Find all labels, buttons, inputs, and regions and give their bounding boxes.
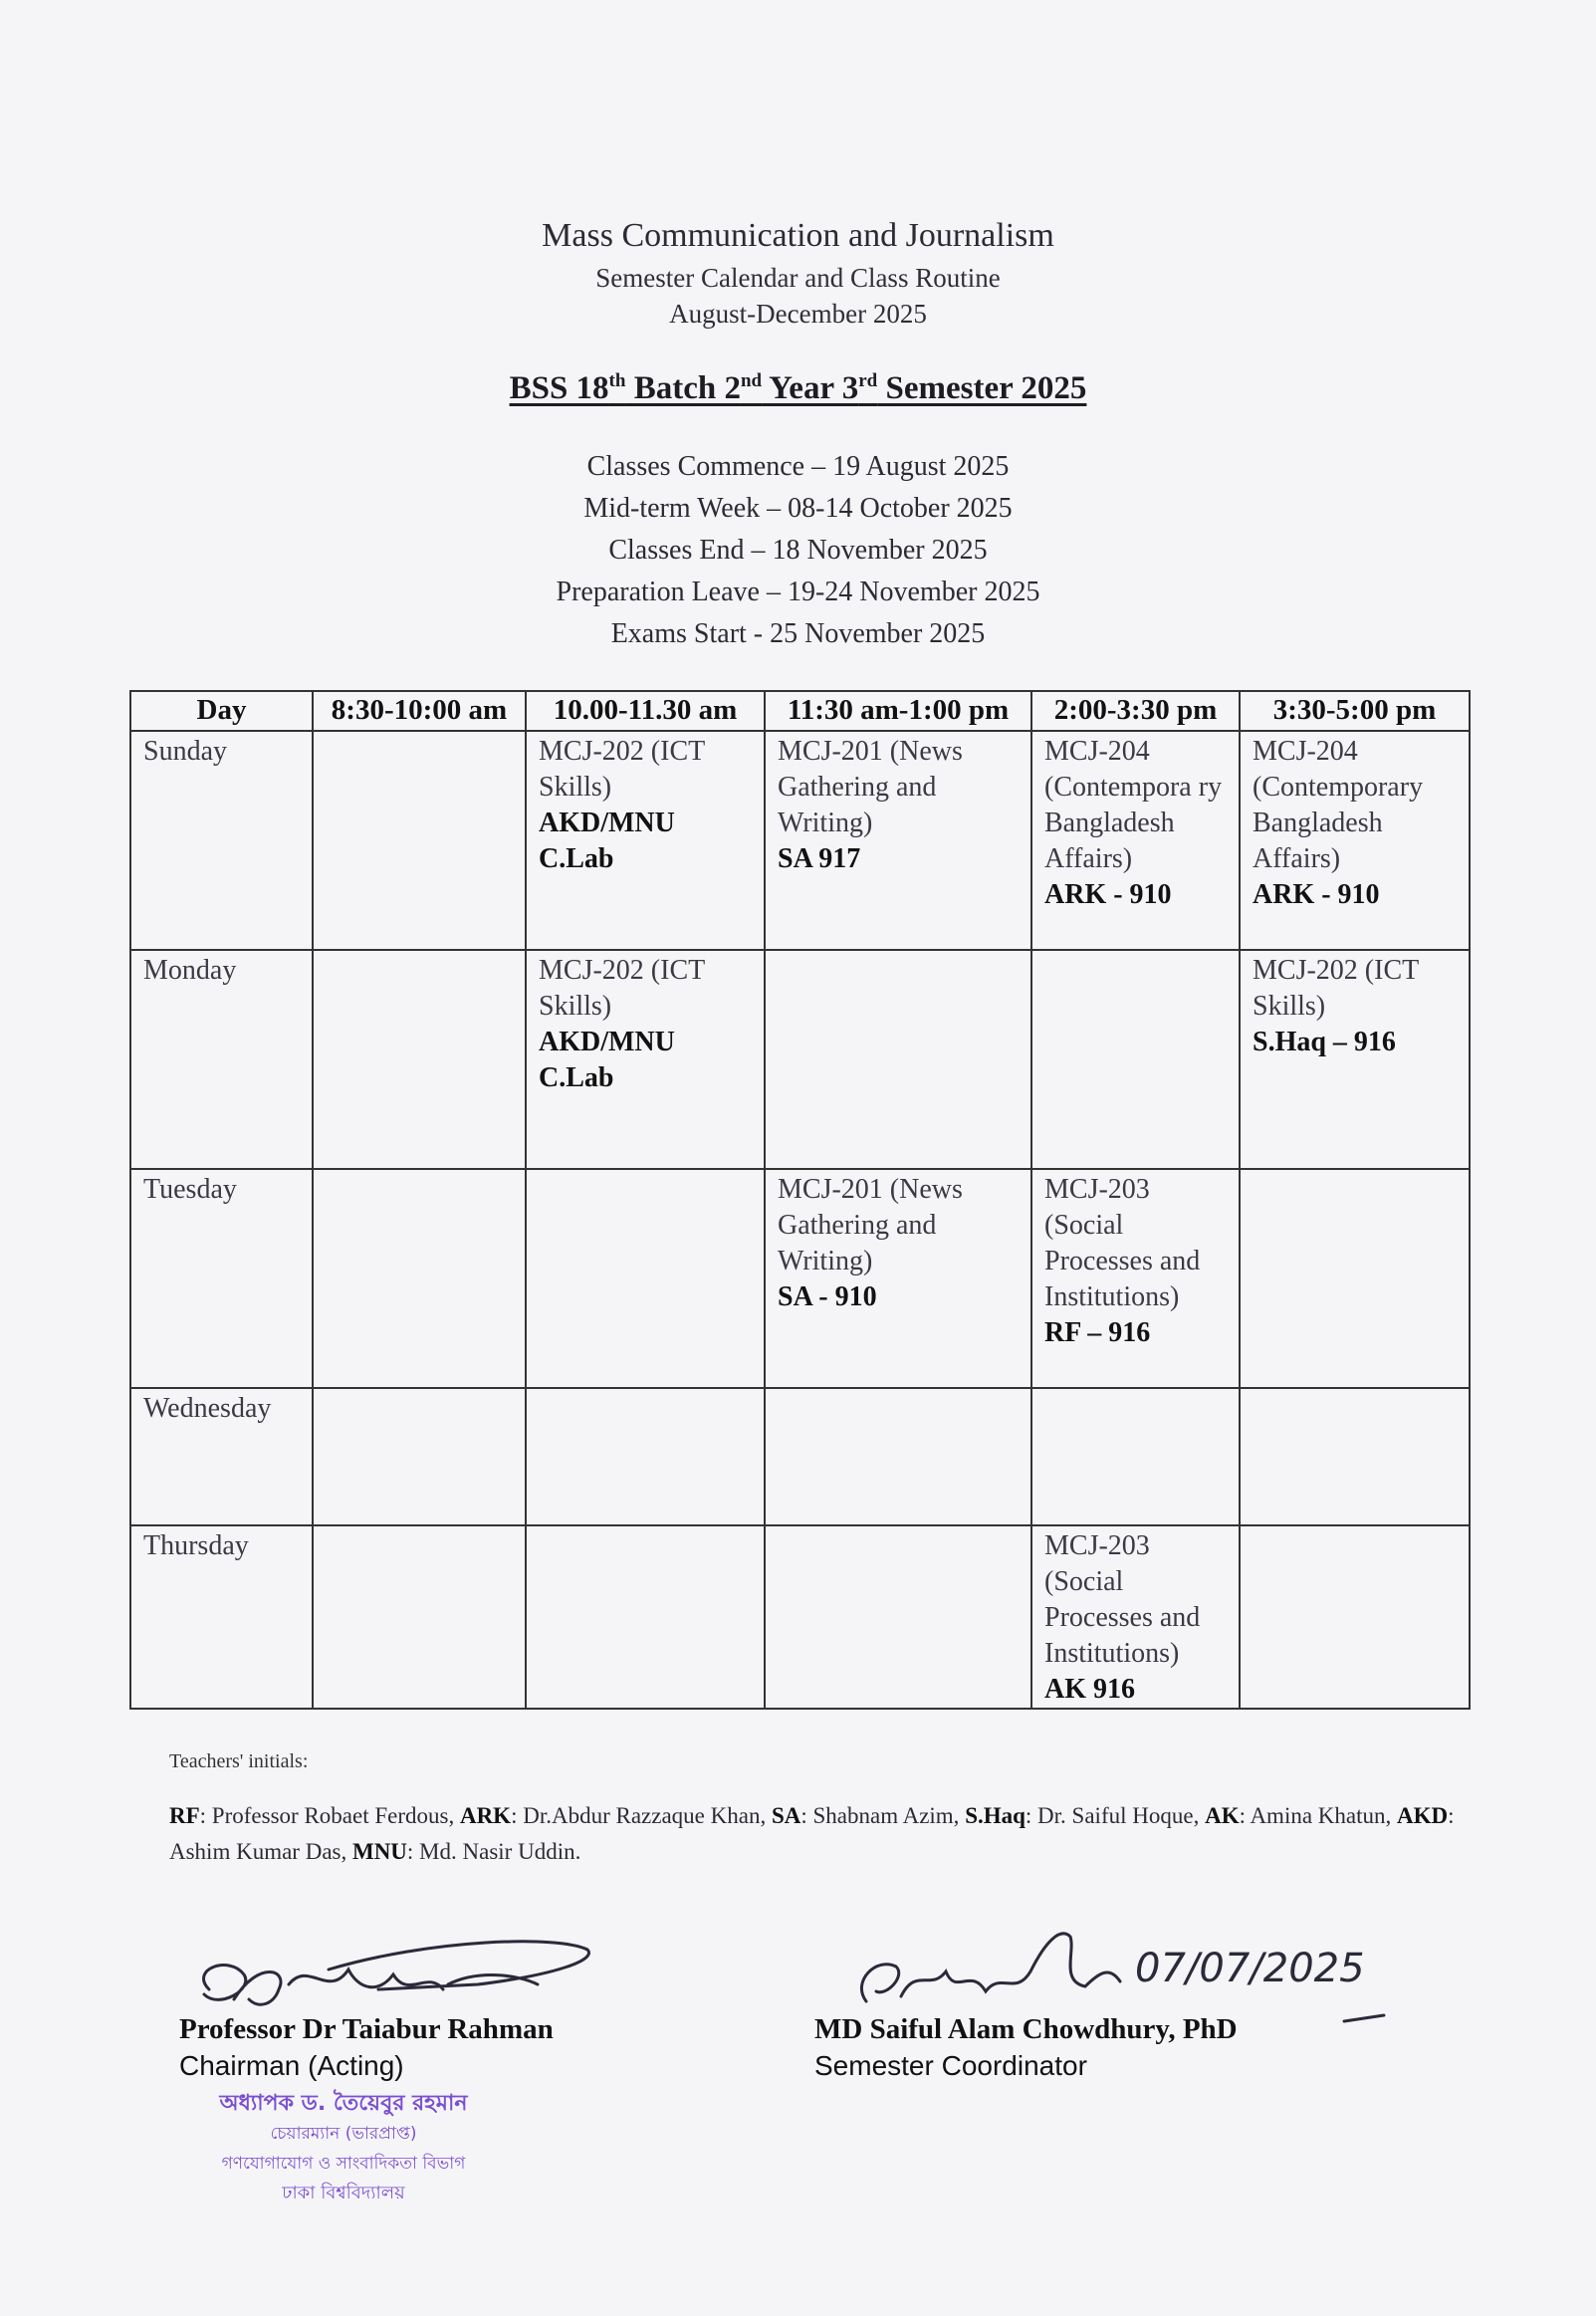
slot-cell: MCJ-204 (Contemporary Bangladesh Affairs) ARK - 910 [1240, 731, 1470, 950]
table-row [130, 1388, 1470, 1525]
coordinator-role: Semester Coordinator [814, 2050, 1087, 2081]
day-cell: Thursday [130, 1525, 313, 1709]
slot-cell [765, 1525, 1031, 1709]
slot-cell [765, 1388, 1031, 1525]
table-row [130, 1169, 1470, 1388]
header-day: Day [130, 691, 313, 731]
slot-cell: MCJ-202 (ICT Skills) AKD/MNU C.Lab [526, 950, 765, 1169]
slot-cell [765, 950, 1031, 1169]
slot-cell [1240, 1169, 1470, 1388]
date-exams-start: Exams Start - 25 November 2025 [610, 618, 986, 649]
slot-cell: MCJ-201 (News Gathering and Writing) SA - 910 [765, 1169, 1031, 1388]
slot-cell: MCJ-203 (Social Processes and Institutions) AK 916 [1031, 1525, 1240, 1709]
slot-cell [1031, 950, 1240, 1169]
batch-title: BSS 18th Batch 2nd Year 3rd Semester 2025 [509, 370, 1087, 406]
coordinator-name: MD Saiful Alam Chowdhury, PhD [814, 2013, 1238, 2045]
day-cell: Tuesday [130, 1169, 313, 1388]
slot-cell [313, 950, 526, 1169]
date-classes-end: Classes End – 18 November 2025 [608, 535, 988, 566]
svg-text:07/07/2025: 07/07/2025 [1135, 1946, 1365, 1991]
slot-cell: MCJ-204 (Contempora ry Bangladesh Affairs) ARK - 910 [1031, 731, 1240, 950]
slot-cell [313, 1388, 526, 1525]
class-routine-table [129, 690, 1471, 1710]
slot-cell [526, 1388, 765, 1525]
coordinator-signature-block [814, 2013, 1238, 2082]
slot-cell: MCJ-201 (News Gathering and Writing) SA 917 [765, 731, 1031, 950]
day-cell: Sunday [130, 731, 313, 950]
day-cell: Monday [130, 950, 313, 1169]
chairman-signature-block [179, 2013, 554, 2082]
slot-cell [526, 1525, 765, 1709]
key-dates [0, 446, 1596, 655]
teachers-legend: RF: Professor Robaet Ferdous, ARK: Dr.Abdur Razzaque Khan, SA: Shabnam Azim, S.Haq: Dr. Saiful Hoque, AK: Amina Khatun, AKD: Ashim Kumar Das, MNU: Md. Nasir Uddin. [169, 1803, 1455, 1864]
department-title: Mass Communication and Journalism [542, 217, 1054, 254]
table-row [130, 950, 1470, 1169]
slot-cell [1240, 1388, 1470, 1525]
header-slot-3: 11:30 am-1:00 pm [765, 691, 1031, 731]
day-cell: Wednesday [130, 1388, 313, 1525]
semester-period: August-December 2025 [669, 299, 927, 329]
chairman-stamp: অধ্যাপক ড. তৈয়েবুর রহমান চেয়ারম্যান (ভারপ্রাপ্ত) গণযোগাযোগ ও সাংবাদিকতা বিভাগ ঢাকা বিশ্ববিদ্যালয় [219, 2091, 468, 2203]
date-preparation-leave: Preparation Leave – 19-24 November 2025 [556, 577, 1040, 607]
slot-cell: MCJ-202 (ICT Skills) AKD/MNU C.Lab [526, 731, 765, 950]
table-row [130, 1525, 1470, 1709]
table-header-row [130, 691, 1470, 731]
slot-cell [1031, 1388, 1240, 1525]
slot-cell: MCJ-202 (ICT Skills) S.Haq – 916 [1240, 950, 1470, 1169]
date-midterm-week: Mid-term Week – 08-14 October 2025 [583, 493, 1013, 524]
slot-cell [313, 1525, 526, 1709]
teachers-initials-title: Teachers' initials: [169, 1750, 309, 1772]
header-slot-2: 10.00-11.30 am [526, 691, 765, 731]
date-classes-commence: Classes Commence – 19 August 2025 [586, 451, 1010, 482]
calendar-title: Semester Calendar and Class Routine [595, 263, 1001, 293]
table-row [130, 731, 1470, 950]
header-slot-1: 8:30-10:00 am [313, 691, 526, 731]
slot-cell [526, 1169, 765, 1388]
slot-cell: MCJ-203 (Social Processes and Institutions) RF – 916 [1031, 1169, 1240, 1388]
header-slot-4: 2:00-3:30 pm [1031, 691, 1240, 731]
slot-cell [313, 1169, 526, 1388]
chairman-name: Professor Dr Taiabur Rahman [179, 2013, 554, 2045]
slot-cell [1240, 1525, 1470, 1709]
chairman-role: Chairman (Acting) [179, 2050, 404, 2081]
header-slot-5: 3:30-5:00 pm [1240, 691, 1470, 731]
slot-cell [313, 731, 526, 950]
